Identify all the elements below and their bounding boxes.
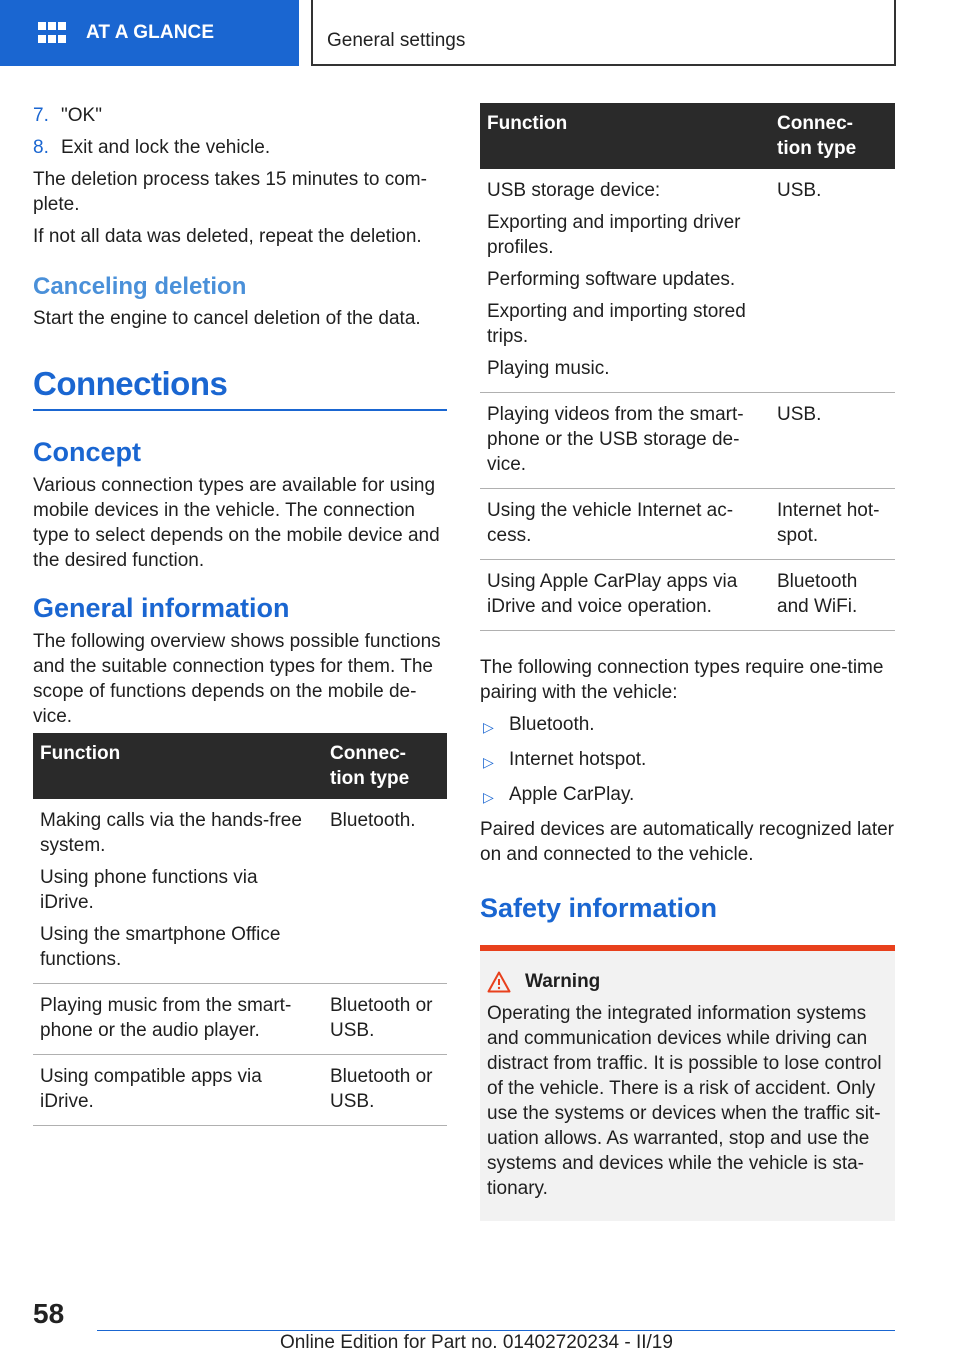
function-line: Playing videos from the smart-phone or the USB storage de-vice. [487, 404, 744, 475]
table-row [480, 560, 895, 631]
repeat-note-text: If not all data was deleted, repeat the deletion. [33, 226, 422, 247]
table-row [33, 984, 447, 1055]
triangle-bullet-icon: ▷ [483, 789, 494, 805]
canceling-deletion-text: Start the engine to cancel deletion of the data. [33, 308, 421, 329]
left-column [33, 103, 447, 1126]
function-line: Exporting and importing stored trips. [487, 301, 746, 347]
function-line: Using compatible apps via iDrive. [40, 1066, 262, 1112]
function-cell [480, 393, 770, 489]
connection-cell: Bluetooth and WiFi. [770, 560, 895, 631]
deletion-duration-text: The deletion process takes 15 minutes to com-plete. [33, 169, 427, 215]
table-row [480, 169, 895, 393]
connection-cell: Bluetooth. [323, 799, 447, 984]
list-item-text: Apple CarPlay. [509, 784, 635, 805]
warning-box [480, 945, 895, 1221]
list-item [480, 712, 895, 740]
section-label: AT A GLANCE [86, 22, 215, 43]
concept-text: Various connection types are available for using mobile devices in the vehicle. The connection type to select depends on the mobile device and the desired function. [33, 475, 440, 571]
safety-information-heading: Safety information [480, 893, 718, 923]
function-line: Playing music. [487, 358, 610, 379]
table-row [480, 393, 895, 489]
function-cell [33, 984, 323, 1055]
function-cell [33, 799, 323, 984]
function-line: Using the vehicle Internet ac-cess. [487, 500, 734, 546]
table-row [33, 1055, 447, 1126]
function-line: USB storage device: [487, 180, 661, 201]
table-row [480, 489, 895, 560]
step-number: 8. [33, 137, 49, 158]
function-line: Performing software updates. [487, 269, 736, 290]
connection-cell: USB. [770, 169, 895, 393]
step-item [33, 135, 447, 160]
function-cell [33, 1055, 323, 1126]
function-line: Exporting and importing driver profiles. [487, 212, 741, 258]
column-header-function: Function [33, 733, 323, 799]
connection-cell: USB. [770, 393, 895, 489]
warning-title: Warning [525, 971, 601, 992]
function-cell [480, 560, 770, 631]
column-header-connection-type: Connec-tion type [323, 733, 447, 799]
table-row [33, 799, 447, 984]
general-information-text: The following overview shows possible functions and the suitable connection types for them. The scope of functions depends on the mobile de-vice. [33, 631, 441, 727]
page-title-box [311, 0, 896, 66]
canceling-deletion-heading: Canceling deletion [33, 273, 247, 300]
right-column [480, 103, 895, 1221]
warning-header [487, 971, 887, 993]
step-text: Exit and lock the vehicle. [61, 137, 271, 158]
column-header-function: Function [480, 103, 770, 169]
footer-divider [97, 1330, 895, 1331]
concept-heading: Concept [33, 437, 141, 467]
connection-cell: Internet hot-spot. [770, 489, 895, 560]
page-title: General settings [327, 30, 466, 51]
grid-menu-icon [38, 22, 66, 44]
function-cell [480, 169, 770, 393]
warning-text: Operating the integrated information systems and communication devices while driving can distract from traffic. It is possible to lose control of the vehicle. There is a risk of accident. Only use the systems or devices when the traffic sit-uation allows. As warranted, stop and use the systems and devices while the vehicle is sta-tionary. [487, 1003, 882, 1199]
warning-triangle-icon [487, 971, 511, 993]
function-line: Using Apple CarPlay apps via iDrive and voice operation. [487, 571, 738, 617]
function-line: Using the smartphone Office functions. [40, 924, 281, 970]
paired-devices-note: Paired devices are automatically recognized later on and connected to the vehicle. [480, 819, 894, 865]
triangle-bullet-icon: ▷ [483, 754, 494, 770]
table-header-row [33, 733, 447, 799]
header-section-tab[interactable] [0, 0, 299, 66]
footer-edition-text: Online Edition for Part no. 01402720234 - II/19 [280, 1332, 673, 1353]
list-item [480, 747, 895, 775]
connection-cell: Bluetooth or USB. [323, 984, 447, 1055]
list-item-text: Bluetooth. [509, 714, 595, 735]
function-cell [480, 489, 770, 560]
connections-heading: Connections [33, 365, 447, 411]
step-text: "OK" [61, 105, 102, 126]
table-header-row [480, 103, 895, 169]
list-item-text: Internet hotspot. [509, 749, 647, 770]
function-line: Playing music from the smart-phone or the audio player. [40, 995, 292, 1041]
functions-table-left [33, 733, 447, 1126]
triangle-bullet-icon: ▷ [483, 719, 494, 735]
pairing-intro-text: The following connection types require one-time pairing with the vehicle: [480, 657, 884, 703]
function-line: Making calls via the hands-free system. [40, 810, 302, 856]
general-information-heading: General information [33, 593, 290, 623]
step-item [33, 103, 447, 128]
list-item [480, 782, 895, 810]
page-number: 58 [33, 1298, 65, 1329]
connection-cell: Bluetooth or USB. [323, 1055, 447, 1126]
step-number: 7. [33, 105, 49, 126]
function-line: Using phone functions via iDrive. [40, 867, 258, 913]
functions-table-right [480, 103, 895, 631]
column-header-connection-type: Connec-tion type [770, 103, 895, 169]
